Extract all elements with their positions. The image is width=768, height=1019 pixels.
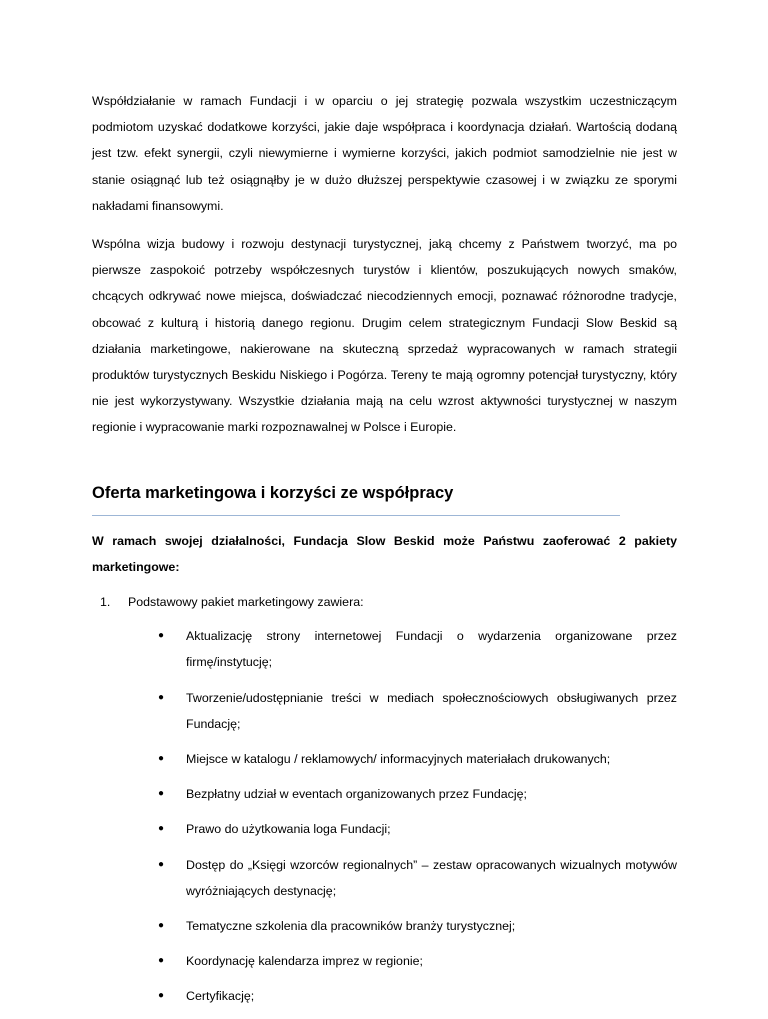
- heading-underline: [92, 515, 620, 516]
- bullet-item: [154, 746, 677, 772]
- bullet-icon: ●: [158, 990, 165, 1002]
- bullet-item: [154, 816, 677, 842]
- document-page: [92, 88, 677, 1019]
- bullet-text: Tworzenie/udostępnianie treści w mediach społecznościowych obsługiwanych przez Fundację;: [186, 690, 677, 731]
- bullet-icon: ●: [158, 823, 165, 835]
- bullet-text: Bezpłatny udział w eventach organizowanych przez Fundację;: [186, 787, 527, 802]
- section-intro: W ramach swojej działalności, Fundacja Slow Beskid może Państwu zaoferować 2 pakiety marketingowe:: [92, 533, 677, 574]
- list-number: 1.: [100, 595, 111, 610]
- bullet-list: [92, 623, 677, 1009]
- list-item-title: Podstawowy pakiet marketingowy zawiera:: [128, 595, 364, 610]
- bullet-item: [154, 685, 677, 737]
- bullet-icon: ●: [158, 630, 165, 642]
- bullet-text: Aktualizację strony internetowej Fundacji o wydarzenia organizowane przez firmę/instytucję;: [186, 629, 677, 670]
- paragraph-vision: Wspólna wizja budowy i rozwoju destynacji turystycznej, jaką chcemy z Państwem tworzyć, ma po pierwsze zaspokoić potrzeby współczesnych turystów i klientów, poszukujących nowych smaków, chcących odkrywać nowe miejsca, doświadczać niecodziennych emocji, poznawać różnorodne tradycje, obcować z kulturą i historią danego regionu. Drugim celem strategicznym Fundacji Slow Beskid są działania marketingowe, nakierowane na skuteczną sprzedaż wypracowanych w ramach strategii produktów turystycznych Beskidu Niskiego i Pogórza. Tereny te mają ogromny potencjał turystyczny, który nie jest wykorzystywany. Wszystkie działania mają na celu wzrost aktywności turystycznej w naszym regionie i wypracowanie marki rozpoznawalnej w Polsce i Europie.: [92, 237, 677, 435]
- bullet-icon: ●: [158, 788, 165, 800]
- bullet-text: Certyfikację;: [186, 989, 255, 1004]
- bullet-icon: ●: [158, 691, 165, 703]
- bullet-text: Prawo do użytkowania loga Fundacji;: [186, 822, 391, 837]
- bullet-text: Tematyczne szkolenia dla pracowników branży turystycznej;: [186, 919, 516, 934]
- bullet-text: Dostęp do „Księgi wzorców regionalnych” – zestaw opracowanych wizualnych motywów wyróżniających destynację;: [186, 857, 677, 898]
- paragraph-synergy: Współdziałanie w ramach Fundacji i w oparciu o jej strategię pozwala wszystkim uczestniczącym podmiotom uzyskać dodatkowe korzyści, jakie daje współpraca i koordynacja działań. Wartością dodaną jest tzw. efekt synergii, czyli niewymierne i wymierne korzyści, jakich podmiot samodzielnie nie jest w stanie osiągnąć lub też osiągnąłby je w dużo dłuższej perspektywie czasowej i w związku ze sporymi nakładami finansowymi.: [92, 94, 677, 213]
- bullet-text: Koordynację kalendarza imprez w regionie;: [186, 954, 423, 969]
- bullet-item: [154, 948, 677, 974]
- bullet-item: [154, 913, 677, 939]
- bullet-text: Miejsce w katalogu / reklamowych/ informacyjnych materiałach drukowanych;: [186, 752, 611, 767]
- section-heading: Oferta marketingowa i korzyści ze współpracy: [92, 483, 454, 502]
- bullet-item: [154, 781, 677, 807]
- bullet-icon: ●: [158, 920, 165, 932]
- bullet-item: [154, 623, 677, 675]
- bullet-icon: ●: [158, 858, 165, 870]
- numbered-list-item: [92, 589, 677, 615]
- bullet-item: [154, 983, 677, 1009]
- bullet-item: [154, 852, 677, 904]
- bullet-icon: ●: [158, 753, 165, 765]
- bullet-icon: ●: [158, 955, 165, 967]
